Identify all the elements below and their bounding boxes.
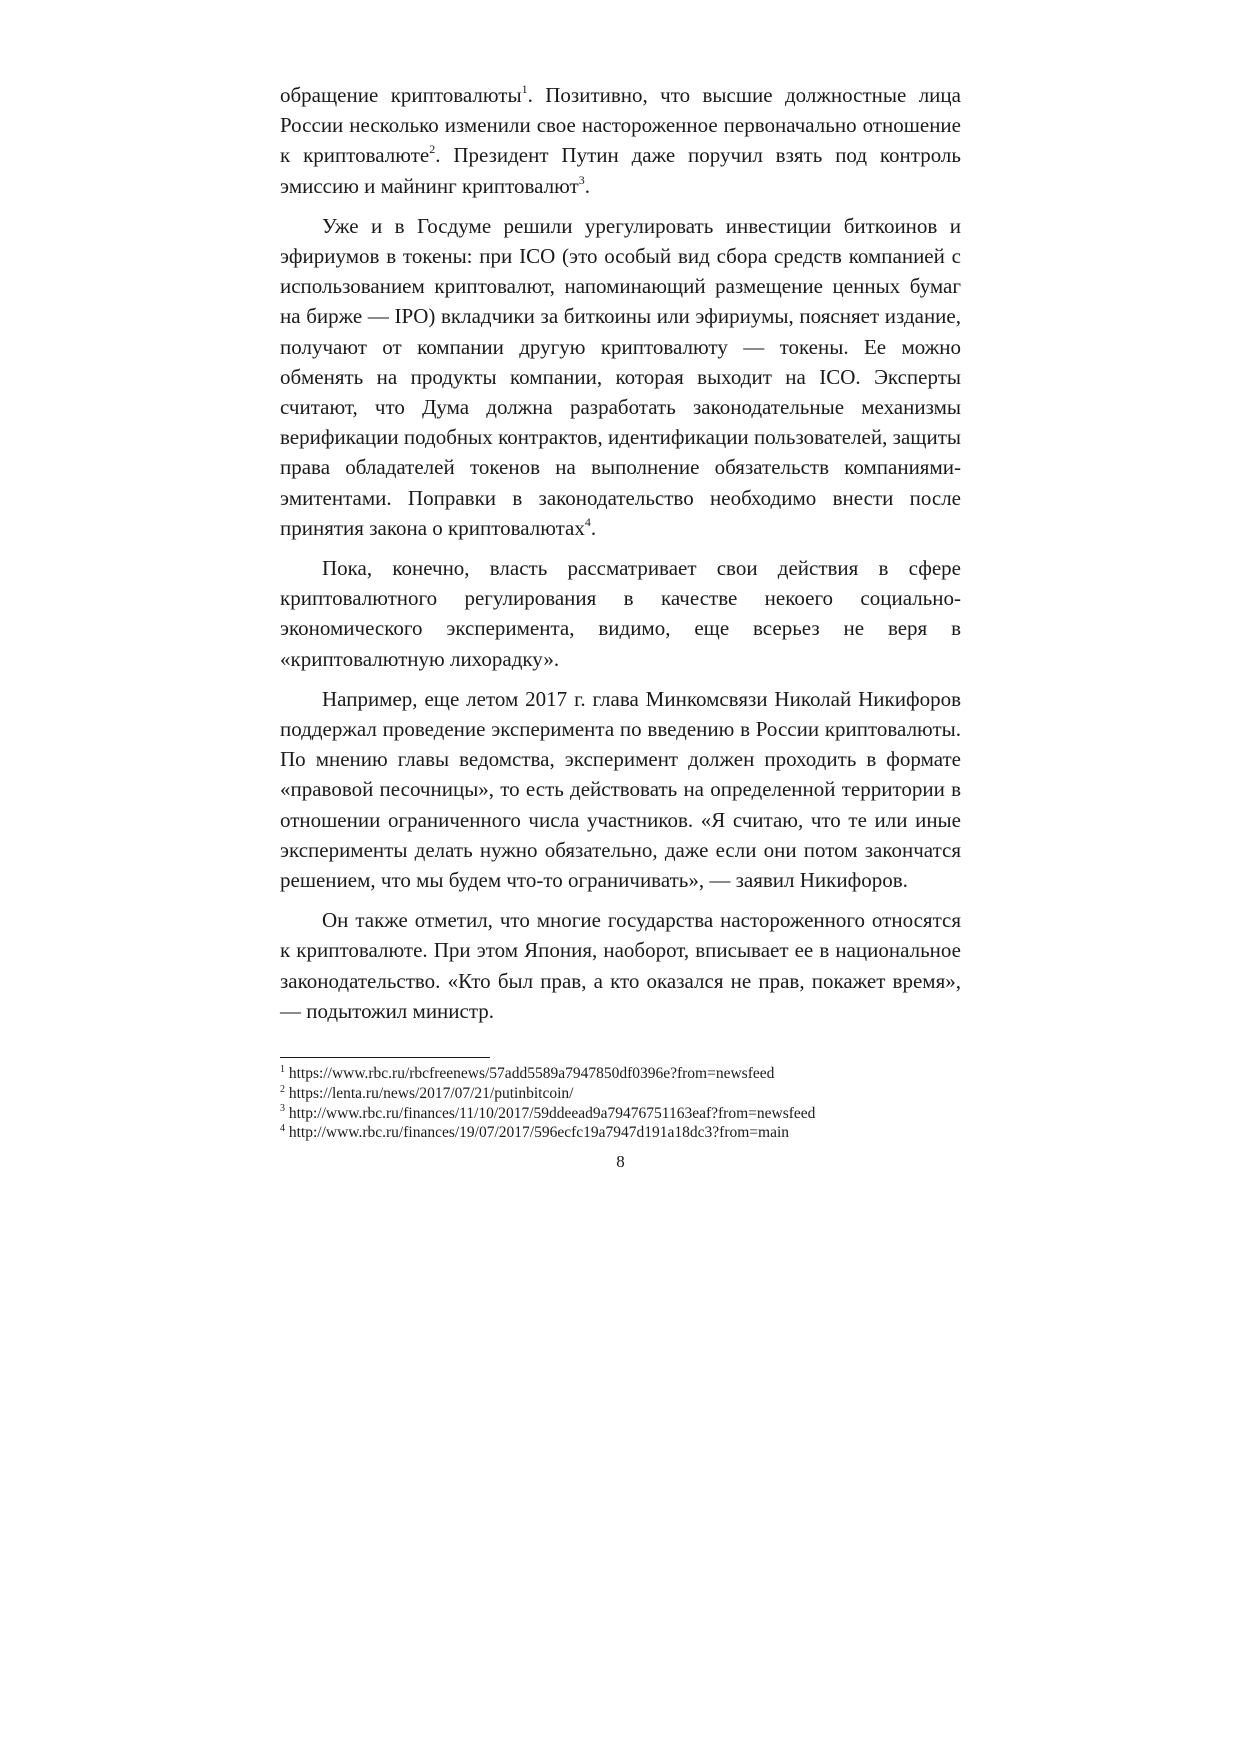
text-run: . [590,515,597,540]
text-run: Пока, конечно, власть рассматривает свои действия в сфере криптовалютного регулирования в качестве некоего социально-экономического эксперимента, видимо, еще всерьез не веря в «криптовалютную лихорадку». [280,556,961,671]
footnote-2 [280,1084,961,1104]
text-run: . Президент Путин даже поручил взять под контроль эмиссию и майнинг криптовалют [280,143,961,198]
page-number: 8 [616,1152,625,1171]
footnotes [280,1064,961,1143]
text-run: Например, еще летом 2017 г. глава Минкомсвязи Николай Никифоров поддержал проведение эксперимента по введению в России криптовалюты. По мнению главы ведомства, эксперимент должен проходить в формате «правовой песочницы», то есть действовать на определенной территории в отношении ограниченного числа участников. «Я считаю, что те или иные эксперименты делать нужно обязательно, даже если они потом закончатся решением, что мы будем что-то ограничивать», — заявил Никифоров. [280,686,961,893]
paragraph-1 [280,80,961,201]
footnote-reference: 1 [521,82,528,96]
text-run: Он также отметил, что многие государства настороженного относятся к криптовалюте. При этом Япония, наоборот, вписывает ее в национальное законодательство. «Кто был прав, а кто оказался не прав, покажет время», — подытожил министр. [280,908,961,1023]
footnote-marker: 1 [280,1063,285,1075]
footnote-url[interactable]: https://www.rbc.ru/rbcfreenews/57add5589a7947850df0396e?from=newsfeed [288,1065,775,1082]
footnote-url[interactable]: http://www.rbc.ru/finances/19/07/2017/596ecfc19a7947d191a18dc3?from=main [288,1124,790,1142]
footnote-marker: 3 [280,1103,285,1115]
footnote-url[interactable]: http://www.rbc.ru/finances/11/10/2017/59ddeead9a79476751163eaf?from=newsfeed [288,1104,816,1122]
footnote-3 [280,1104,961,1124]
footnote-separator [280,1057,490,1058]
paragraph-4 [280,684,961,895]
footnote-1 [280,1064,961,1084]
footnote-reference: 2 [429,142,436,157]
paragraph-5 [280,905,961,1026]
text-run: Уже и в Госдуме решили урегулировать инвестиции биткоинов и эфириумов в токены: при ICO (это особый вид сбора средств компанией с использованием криптовалют, напоминающий размещение ценных бумаг на бирже — IPO) вкладчики за биткоины или эфириумы, поясняет издание, получают от компании другую криптовалюту — токены. Ее можно обменять на продукты компании, которая выходит на ICO. Эксперты считают, что Дума должна разработать законодательные механизмы верификации подобных контрактов, идентификации пользователей, защиты права обладателей токенов на выполнение обязательств компаниями-эмитентами. Поправки в законодательство необходимо внести после принятия закона о криптовалютах [280,213,961,540]
body-text [280,80,961,1036]
text-run: обращение криптовалюты [280,83,522,107]
footnote-reference: 3 [578,172,585,187]
footnote-marker: 2 [280,1083,285,1095]
paragraph-3 [280,553,961,674]
footnote-marker: 4 [280,1123,285,1135]
text-run: . [584,173,590,198]
paragraph-2 [280,211,961,543]
footnote-4 [280,1123,961,1143]
text-run: . Позитивно, что высшие должностные лица России несколько изменили свое настороженное первоначально отношение к криптовалюте [280,83,961,168]
footnote-url[interactable]: https://lenta.ru/news/2017/07/21/putinbitcoin/ [288,1084,574,1102]
footnote-reference: 4 [584,514,591,529]
